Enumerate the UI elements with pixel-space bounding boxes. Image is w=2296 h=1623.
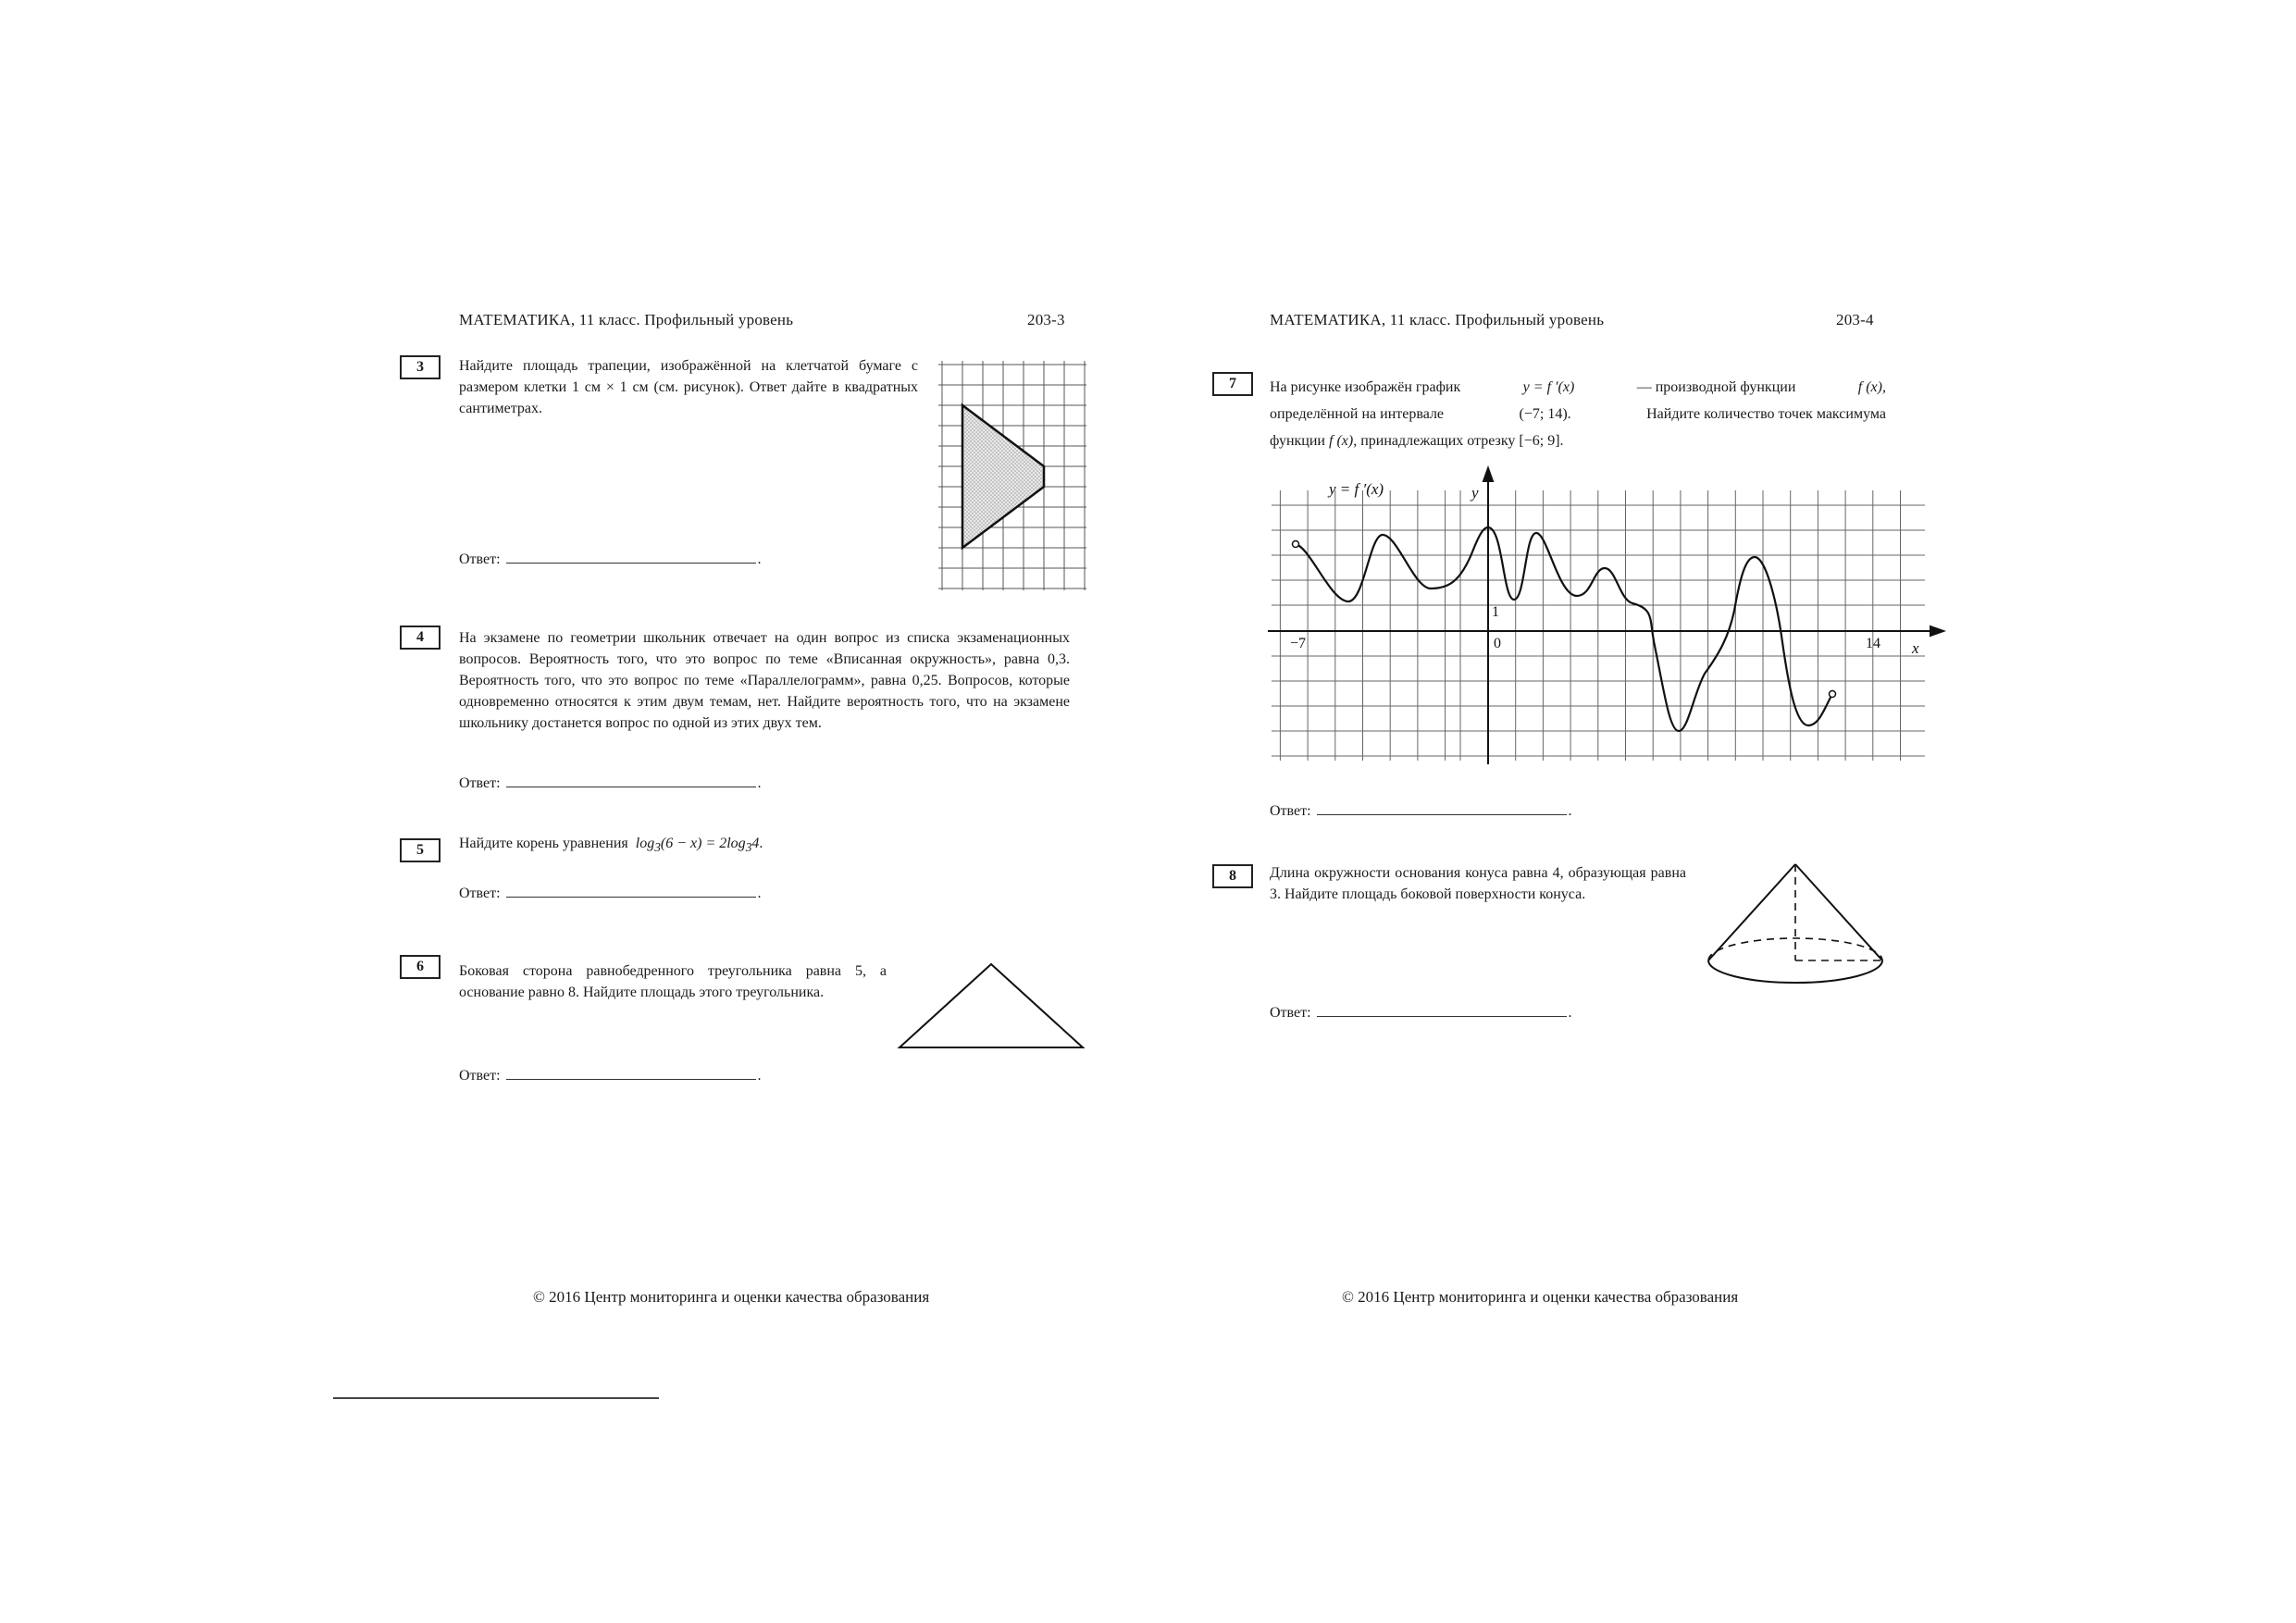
triangle-figure [896, 959, 1086, 1051]
left-header-code: 203-3 [1027, 311, 1065, 328]
graph-y-label: y [1471, 484, 1479, 502]
eq-suffix: . [759, 836, 763, 851]
left-header-title: МАТЕМАТИКА, 11 класс. Профильный уровень [459, 311, 794, 328]
task-4-answer-field[interactable] [506, 772, 756, 787]
graph-tick-1: 1 [1492, 604, 1499, 620]
answer-label: Ответ: [459, 775, 501, 791]
task-8-number: 8 [1212, 864, 1253, 888]
answer-dot: . [757, 775, 762, 791]
task-3-answer-field[interactable] [506, 548, 756, 564]
right-header-title: МАТЕМАТИКА, 11 класс. Профильный уровень [1270, 311, 1605, 328]
task-5-number: 5 [400, 838, 441, 862]
answer-label: Ответ: [459, 551, 501, 567]
t7-l3a: функции [1270, 433, 1325, 449]
trapezoid-figure [938, 361, 1086, 590]
task-8-answer-field[interactable] [1317, 1001, 1567, 1017]
curve-start-point [1293, 541, 1299, 548]
task-5-prefix: Найдите корень уравнения [459, 836, 628, 851]
t7-l2b: Найдите количество точек максимума [1646, 406, 1886, 422]
right-header-code: 203-4 [1836, 311, 1874, 328]
task-8-answer [1270, 1001, 1572, 1022]
right-footer: © 2016 Центр мониторинга и оценки качества образования [1342, 1288, 1739, 1306]
eq-base2: 3 [745, 840, 752, 855]
derivative-curve [1296, 527, 1832, 731]
task-7-answer-field[interactable] [1317, 799, 1567, 815]
task-6-number: 6 [400, 955, 441, 979]
task-3-answer [459, 548, 762, 568]
cone-figure [1705, 861, 1886, 990]
eq-log1: log [635, 836, 655, 851]
answer-label: Ответ: [459, 886, 501, 901]
graph-tick-14: 14 [1866, 636, 1880, 651]
graph-x-label: x [1912, 639, 1919, 657]
answer-dot: . [757, 551, 762, 567]
task-7-text [1270, 374, 1886, 454]
task-3-number: 3 [400, 355, 441, 379]
task-7-line-1 [1270, 374, 1886, 401]
graph-tick-minus7: −7 [1290, 636, 1307, 651]
task-5-answer [459, 882, 762, 902]
right-page [1148, 0, 2296, 1623]
task-7-line-2 [1270, 401, 1886, 427]
t7-l1b: — производной функции [1636, 379, 1796, 395]
task-4-number: 4 [400, 626, 441, 650]
derivative-graph [1266, 463, 1947, 768]
answer-dot: . [757, 886, 762, 901]
task-5-answer-field[interactable] [506, 882, 756, 898]
answer-label: Ответ: [1270, 803, 1311, 819]
graph-axes [1268, 468, 1943, 764]
left-footer: © 2016 Центр мониторинга и оценки качества образования [533, 1288, 930, 1306]
task-4-answer [459, 772, 762, 792]
task-6-text: Боковая сторона равнобедренного треугольника равна 5, а основание равно 8. Найдите площадь этого треугольника. [459, 963, 887, 1000]
eq-rhs: 4 [751, 836, 760, 851]
eq-base1: 3 [654, 840, 661, 855]
answer-label: Ответ: [1270, 1005, 1311, 1021]
task-5-text [459, 833, 1070, 858]
task-7-answer [1270, 799, 1572, 820]
t7-l1-f1: y = f ′(x) [1522, 379, 1575, 395]
eq-rhs-log: = 2log [705, 836, 746, 851]
curve-end-point [1830, 691, 1836, 698]
t7-l1a: На рисунке изображён график [1270, 379, 1461, 395]
answer-dot: . [757, 1068, 762, 1084]
t7-l2a: определённой на интервале [1270, 406, 1445, 422]
scan-line [333, 1397, 659, 1399]
task-5-equation [632, 836, 760, 855]
graph-tick-0: 0 [1494, 636, 1501, 651]
t7-l2-interval: (−7; 14). [1519, 406, 1571, 422]
t7-l3b: принадлежащих отрезку [1360, 433, 1516, 449]
task-6-answer [459, 1064, 762, 1084]
task-7-number: 7 [1212, 372, 1253, 396]
t7-l1-f2: f (x), [1857, 379, 1886, 395]
t7-l3-segment: [−6; 9]. [1519, 433, 1564, 449]
answer-dot: . [1568, 803, 1572, 819]
graph-curve-label: y = f ′(x) [1329, 480, 1384, 498]
task-7-line-3 [1270, 427, 1886, 454]
task-3-text: Найдите площадь трапеции, изображённой на клетчатой бумаге с размером клетки 1 см × 1 см (см. рисунок). Ответ дайте в квадратных сантиметрах. [459, 358, 918, 416]
task-6-answer-field[interactable] [506, 1064, 756, 1080]
task-4-text: На экзамене по геометрии школьник отвечает на один вопрос из списка экзаменационных вопросов. Вероятность того, что это вопрос по теме «Вписанная окружность», равна 0,3. Вероятность того, что это вопрос по теме «Параллелограмм», равна 0,25. Вопросов, которые одновременно относятся к этим двум темам, нет. Найдите вероятность того, что на экзамене школьнику достанется вопрос по одной из этих двух тем. [459, 630, 1070, 731]
task-8-text: Длина окружности основания конуса равна 4, образующая равна 3. Найдите площадь боковой поверхности конуса. [1270, 865, 1686, 902]
answer-label: Ответ: [459, 1068, 501, 1084]
t7-l3-f: f (x), [1329, 433, 1358, 449]
eq-arg: (6 − x) [660, 836, 702, 851]
answer-dot: . [1568, 1005, 1572, 1021]
graph-grid [1272, 490, 1925, 761]
